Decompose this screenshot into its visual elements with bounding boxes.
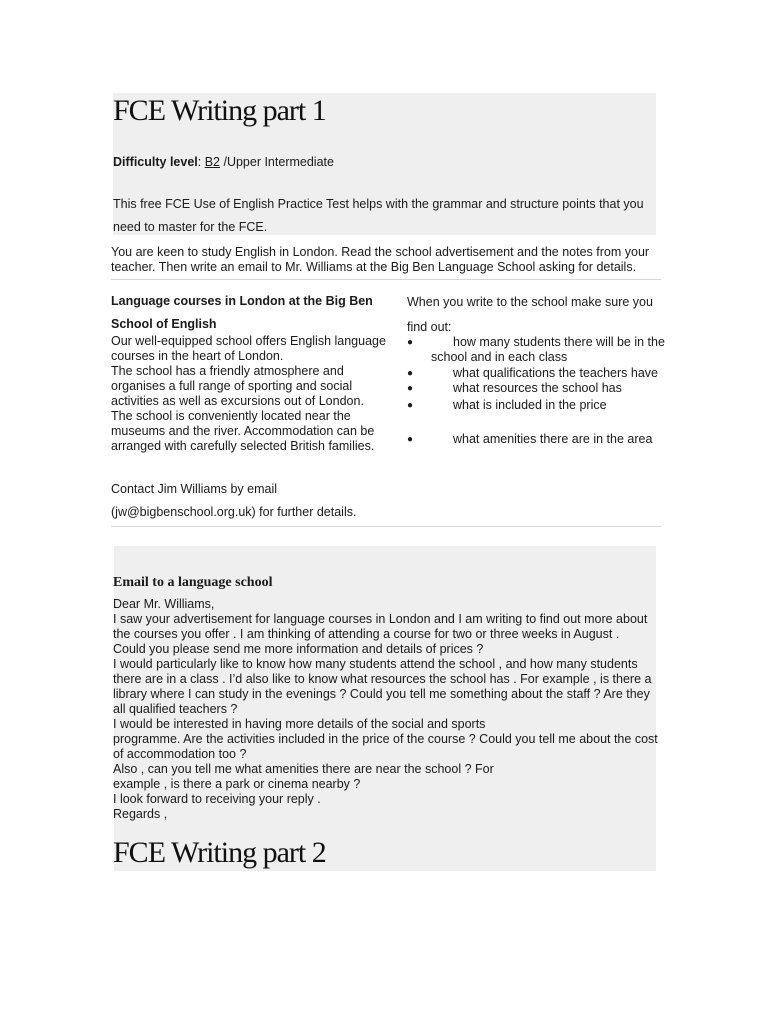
list-item-text: what qualifications the teachers have (453, 366, 658, 380)
difficulty-line (113, 155, 334, 169)
email-paragraph: I look forward to receiving your reply . (113, 792, 321, 806)
email-paragraph: I would be interested in having more details of the social and sports programme. Are the activities included in the price of the course ? Could you tell me about the cost of accommodation too ? (113, 717, 658, 761)
email-paragraph: I would particularly like to know how many students attend the school , and how many students there are in a class . I’d also like to know what resources the school has . For example , is there a library where I can study in the evenings ? Could you tell me something about the staff ? Are they all qualified teachers ? (113, 657, 652, 716)
bullet-icon: ● (407, 434, 414, 445)
difficulty-label: Difficulty level (113, 155, 198, 169)
difficulty-separator: : (197, 155, 205, 169)
email-body (113, 597, 658, 822)
email-paragraph: Dear Mr. Williams, (113, 597, 215, 611)
advert-line: The school has a friendly atmosphere and organises a full range of sporting and social activities as well as excursions out of London. (111, 364, 364, 408)
email-paragraph: Regards , (113, 807, 168, 821)
page-title: FCE Writing part 1 (113, 94, 326, 127)
advert-heading: Language courses in London at the Big Ben School of English (111, 294, 373, 331)
advert-contact: Contact Jim Williams by email (jw@bigbenschool.org.uk) for further details. (111, 482, 357, 519)
email-paragraph: Could you please send me more information and details of prices ? (113, 642, 484, 656)
intro-text: This free FCE Use of English Practice Test helps with the grammar and structure points that you need to master for the FCE. (113, 197, 644, 234)
list-item-text: what resources the school has (453, 381, 622, 395)
notes-intro: When you write to the school make sure you find out: (407, 295, 653, 334)
list-item-text: what is included in the price (453, 398, 607, 412)
email-paragraph: I saw your advertisement for language courses in London and I am writing to find out more about the courses you offer . I am thinking of attending a course for two or three weeks in August . (113, 612, 648, 641)
divider (111, 526, 661, 527)
difficulty-description: /Upper Intermediate (220, 155, 334, 169)
list-item-text: how many students there will be in the school and in each class (431, 335, 665, 364)
task-instructions: You are keen to study English in London. Read the school advertisement and the notes from your teacher. Then write an email to Mr. Williams at the Big Ben Language School asking for details. (111, 245, 650, 274)
advert-line: The school is conveniently located near the museums and the river. Accommodation can be arranged with carefully selected British families. (111, 409, 375, 453)
bullet-icon: ● (407, 337, 414, 348)
advert-body (111, 334, 396, 454)
section-title: FCE Writing part 2 (113, 836, 326, 869)
list-item-text: what amenities there are in the area (453, 432, 653, 446)
email-heading: Email to a language school (113, 575, 273, 590)
bullet-icon: ● (407, 368, 414, 379)
bullet-icon: ● (407, 400, 414, 411)
difficulty-level-link[interactable]: B2 (204, 155, 220, 169)
bullet-icon: ● (407, 383, 414, 394)
divider (111, 279, 661, 280)
advert-line: Our well-equipped school offers English language courses in the heart of London. (111, 334, 386, 363)
email-paragraph: Also , can you tell me what amenities there are near the school ? For example , is there a park or cinema nearby ? (113, 762, 494, 791)
